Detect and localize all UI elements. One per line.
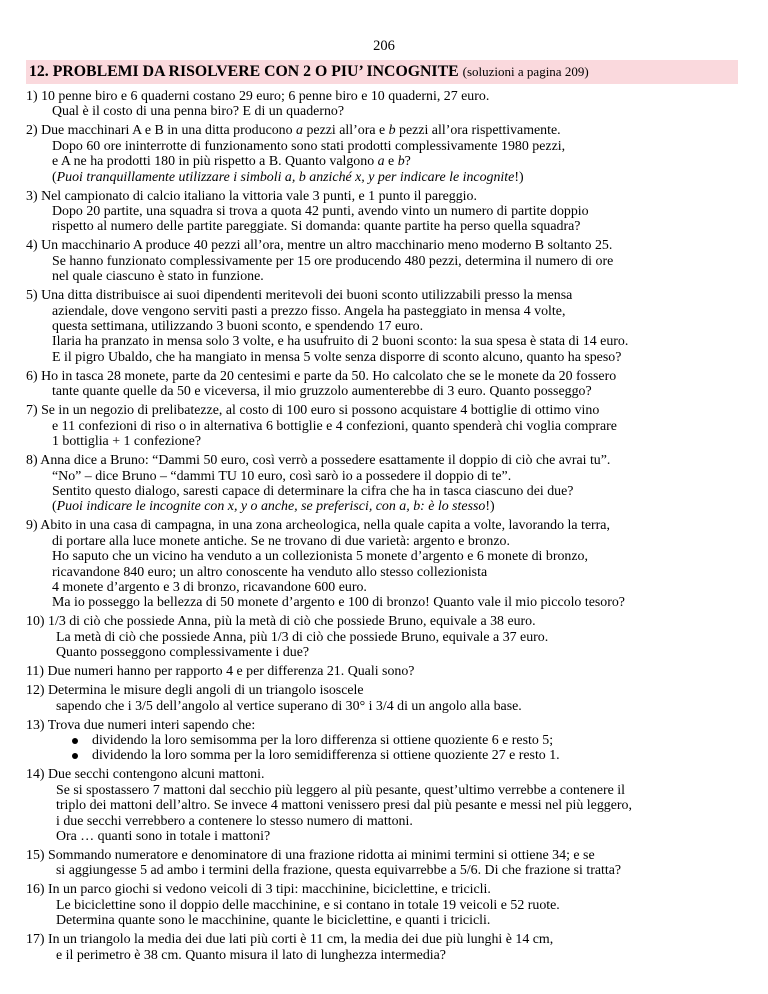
problem-text: Dopo 20 partite, una squadra si trova a quota 42 punti, avendo vinto un numero di partite doppio bbox=[52, 204, 589, 220]
problem-text: Se si spostassero 7 mattoni dal secchio più leggero al più pesante, quest’ultimo verrebbe a contenere il bbox=[56, 782, 625, 798]
bullet-item bbox=[26, 733, 746, 748]
problem-text: Sentito questo dialogo, saresti capace di determinare la cifra che ha in tasca ciascuno dei due? bbox=[52, 483, 574, 499]
paren: ( bbox=[52, 499, 57, 515]
problem-10 bbox=[26, 614, 746, 660]
problem-text: Ho saputo che un vicino ha venduto a un collezionista 5 monete d’argento e 6 monete di bronzo, bbox=[52, 549, 588, 565]
problem-text: Se hanno funzionato complessivamente per 15 ore producendo 480 pezzi, determina il numero di ore bbox=[52, 253, 614, 269]
problem-list bbox=[26, 89, 746, 967]
problem-text: Due macchinari A e B in una ditta producono bbox=[41, 123, 297, 139]
problem-11 bbox=[26, 664, 746, 679]
problem-number: 9) bbox=[26, 518, 38, 534]
problem-text: Le biciclettine sono il doppio delle macchinine, e si contano in totale 19 veicoli e 52 ruote. bbox=[56, 897, 560, 913]
problem-number: 14) bbox=[26, 767, 45, 783]
problem-17 bbox=[26, 932, 746, 963]
bullet-item bbox=[26, 748, 746, 763]
problem-number: 13) bbox=[26, 717, 45, 733]
hint-text: Puoi indicare le incognite con x, y o anche, se preferisci, con a, b: è lo stesso bbox=[56, 499, 486, 515]
problem-text: E il pigro Ubaldo, che ha mangiato in mensa 5 volte senza disporre di sconto alcuno, quanto ha speso? bbox=[52, 349, 622, 365]
problem-text: Trova due numeri interi sapendo che: bbox=[47, 717, 256, 733]
problem-text: Ma io posseggo la bellezza di 50 monete d’argento e 100 di bronzo! Quanto vale il mio piccolo tesoro? bbox=[52, 595, 625, 611]
problem-12 bbox=[26, 683, 746, 714]
problem-number: 4) bbox=[26, 238, 38, 254]
problem-1 bbox=[26, 89, 746, 120]
problem-2 bbox=[26, 123, 746, 185]
problem-number: 1) bbox=[26, 89, 38, 104]
problem-text: sapendo che i 3/5 dell’angolo al vertice superano di 30° i 3/4 di un angolo alla base. bbox=[56, 698, 522, 714]
problem-4 bbox=[26, 238, 746, 284]
problem-16 bbox=[26, 882, 746, 928]
problem-text: Dopo 60 ore ininterrotte di funzionamento sono stati prodotti complessivamente 1980 pezzi, bbox=[52, 138, 566, 154]
page-number: 206 bbox=[373, 38, 395, 54]
bullet-icon bbox=[72, 738, 78, 744]
problem-3 bbox=[26, 189, 746, 235]
problem-text: triplo dei mattoni dell’altro. Se invece 4 mattoni venissero presi dal più pesante e messi nel più leggero, bbox=[56, 798, 632, 814]
problem-text: 10 penne biro e 6 quaderni costano 29 euro; 6 penne biro e 10 quaderni, 27 euro. bbox=[41, 89, 490, 104]
problem-number: 10) bbox=[26, 614, 45, 630]
problem-text: e 11 confezioni di riso o in alternativa 6 bottiglie e 4 confezioni, quanto spenderà chi voglia comprare bbox=[52, 418, 617, 434]
problem-text: Una ditta distribuisce ai suoi dipendenti meritevoli dei buoni sconto utilizzabili presso la mensa bbox=[41, 288, 573, 304]
problem-15 bbox=[26, 848, 746, 879]
problem-number: 12) bbox=[26, 683, 45, 699]
problem-text: Determina quante sono le macchinine, quante le biciclettine, e quanti i tricicli. bbox=[56, 913, 491, 929]
section-title: 12. PROBLEMI DA RISOLVERE CON 2 O PIU’ INCOGNITE bbox=[29, 63, 459, 80]
problem-text: 1 bottiglia + 1 confezione? bbox=[52, 434, 202, 450]
problem-number: 15) bbox=[26, 848, 45, 863]
problem-text: e A ne ha prodotti 180 in più rispetto a B. Quanto valgono bbox=[52, 154, 378, 170]
problem-text: si aggiungesse 5 ad ambo i termini della frazione, questa equivarrebbe a 5/6. Di che frazione si tratta? bbox=[56, 863, 622, 879]
problem-text: 1/3 di ciò che possiede Anna, più la metà di ciò che possiede Bruno, equivale a 38 euro. bbox=[48, 614, 536, 630]
variable: a bbox=[377, 154, 385, 170]
problem-text: La metà di ciò che possiede Anna, più 1/3 di ciò che possiede Bruno, equivale a 37 euro. bbox=[56, 629, 549, 645]
problem-text: Se in un negozio di prelibatezze, al costo di 100 euro si possono acquistare 4 bottiglie di ottimo vino bbox=[41, 403, 600, 419]
section-title-bar bbox=[26, 60, 738, 84]
problem-text: e il perimetro è 38 cm. Quanto misura il lato di lunghezza intermedia? bbox=[56, 947, 446, 963]
problem-number: 17) bbox=[26, 932, 45, 948]
problem-text: aziendale, dove vengono serviti pasti a prezzo fisso. Angela ha pasteggiato in mensa 4 volte, bbox=[52, 303, 566, 319]
problem-text: Determina le misure degli angoli di un triangolo isoscele bbox=[48, 683, 364, 699]
problem-text: ricavandone 840 euro; un altro conoscente ha venduto allo stesso collezionista bbox=[52, 564, 488, 580]
problem-text: Nel campionato di calcio italiano la vittoria vale 3 punti, e 1 punto il pareggio. bbox=[41, 188, 477, 204]
problem-text: 4 monete d’argento e 3 di bronzo, ricavandone 600 euro. bbox=[52, 579, 367, 595]
problem-text: Ora … quanti sono in totale i mattoni? bbox=[56, 829, 271, 844]
problem-text: Qual è il costo di una penna biro? E di un quaderno? bbox=[52, 104, 345, 120]
problem-text: pezzi all’ora rispettivamente. bbox=[395, 123, 561, 139]
problem-6 bbox=[26, 369, 746, 400]
problem-text: Due secchi contengono alcuni mattoni. bbox=[48, 767, 265, 783]
paren: ( bbox=[52, 169, 57, 185]
problem-text: Un macchinario A produce 40 pezzi all’ora, mentre un altro macchinario meno moderno B soltanto 25. bbox=[41, 238, 613, 254]
problem-text: In un parco giochi si vedono veicoli di 3 tipi: macchinine, biciclettine, e tricicli. bbox=[48, 882, 491, 898]
variable: a bbox=[296, 123, 303, 139]
problem-text: questa settimana, utilizzando 3 buoni sconto, e spendendo 17 euro. bbox=[52, 319, 424, 335]
problem-number: 7) bbox=[26, 403, 38, 419]
paren: !) bbox=[514, 169, 524, 185]
solutions-note: (soluzioni a pagina 209) bbox=[462, 64, 589, 79]
problem-text: Anna dice a Bruno: “Dammi 50 euro, così verrò a possedere esattamente il doppio di ciò che avrai tu”. bbox=[40, 453, 611, 469]
problem-number: 8) bbox=[26, 453, 38, 469]
bullet-text: dividendo la loro somma per la loro semidifferenza si ottiene quoziente 27 e resto 1. bbox=[92, 748, 560, 764]
problem-8 bbox=[26, 453, 746, 515]
problem-text: i due secchi verrebbero a contenere lo stesso numero di mattoni. bbox=[56, 813, 413, 829]
problem-number: 16) bbox=[26, 882, 45, 898]
problem-text: nel quale ciascuno è stato in funzione. bbox=[52, 269, 264, 285]
problem-number: 11) bbox=[26, 664, 45, 680]
variable: b bbox=[388, 123, 396, 139]
problem-text: Ho in tasca 28 monete, parte da 20 centesimi e parte da 50. Ho calcolato che se le monete da 20 fossero bbox=[41, 368, 617, 384]
problem-text: Sommando numeratore e denominatore di una frazione ridotta ai minimi termini si ottiene 34; e se bbox=[48, 848, 595, 863]
problem-number: 6) bbox=[26, 368, 38, 384]
problem-text: di portare alla luce monete antiche. Se ne trovano di due varietà: argento e bronzo. bbox=[52, 533, 510, 549]
problem-text: Abito in una casa di campagna, in una zona archeologica, nella quale capita a volte, lavorando la terra, bbox=[40, 518, 610, 534]
problem-text: tante quante quelle da 50 e viceversa, il mio gruzzolo aumenterebbe di 3 euro. Quanto posseggo? bbox=[52, 384, 592, 400]
problem-text: “No” – dice Bruno – “dammi TU 10 euro, così sarò io a possedere il doppio di te”. bbox=[52, 468, 512, 484]
problem-5 bbox=[26, 288, 746, 365]
problem-number: 3) bbox=[26, 188, 38, 204]
variable: b bbox=[397, 154, 405, 170]
problem-text: Ilaria ha pranzato in mensa solo 3 volte, e ha usufruito di 2 buoni sconto: la sua spesa è stata di 14 euro. bbox=[52, 334, 629, 350]
problem-text: rispetto al numero delle partite pareggiate. Si domanda: quante partite ha perso quella squadra? bbox=[52, 219, 581, 235]
problem-14 bbox=[26, 767, 746, 844]
problem-text: Quanto posseggono complessivamente i due? bbox=[56, 645, 310, 661]
problem-text: pezzi all’ora e bbox=[303, 123, 389, 139]
problem-text: Due numeri hanno per rapporto 4 e per differenza 21. Quali sono? bbox=[47, 664, 415, 680]
problem-number: 5) bbox=[26, 288, 38, 304]
problem-number: 2) bbox=[26, 123, 38, 139]
problem-text: e bbox=[384, 154, 398, 170]
problem-text: In un triangolo la media dei due lati più corti è 11 cm, la media dei due più lunghi è 14 cm, bbox=[48, 932, 554, 948]
bullet-text: dividendo la loro semisomma per la loro differenza si ottiene quoziente 6 e resto 5; bbox=[92, 732, 554, 748]
hint-text: Puoi tranquillamente utilizzare i simboli a, b anziché x, y per indicare le incognite bbox=[56, 169, 515, 185]
paren: !) bbox=[485, 499, 495, 515]
problem-text: ? bbox=[404, 154, 411, 170]
problem-13 bbox=[26, 718, 746, 764]
problem-7 bbox=[26, 403, 746, 449]
problem-9 bbox=[26, 518, 746, 610]
